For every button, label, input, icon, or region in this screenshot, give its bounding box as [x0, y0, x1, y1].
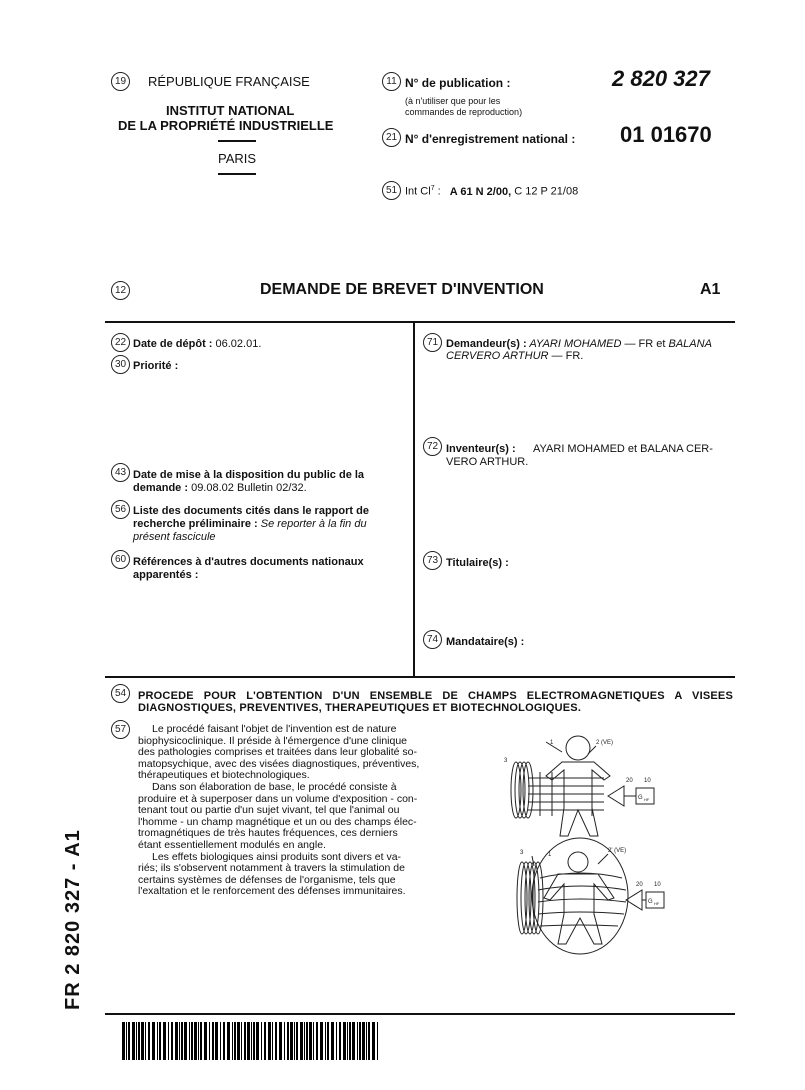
code-12: 12: [111, 281, 130, 300]
footer-rule: [105, 1013, 735, 1015]
applicant-name2a: BALANA: [668, 338, 712, 350]
column-divider: [413, 323, 415, 676]
pub-note-2: commandes de reproduction): [405, 107, 523, 117]
abstract-line: Le procédé faisant l'objet de l'invention est de nature: [152, 723, 397, 735]
invention-title-1: PROCEDE POUR L'OBTENTION D'UN ENSEMBLE DE CHAMPS ELECTROMAGNETIQUES A VISEES: [138, 690, 733, 702]
country-name: RÉPUBLIQUE FRANÇAISE: [148, 74, 310, 89]
drawing-figure: [500, 728, 740, 958]
barcode-bar: [359, 1022, 361, 1060]
barcode-bar: [349, 1022, 351, 1060]
fig1-body: [546, 762, 610, 836]
classification: [405, 185, 578, 198]
applicant-label: Demandeur(s) :: [446, 338, 527, 350]
barcode-bar: [138, 1022, 140, 1060]
fig2-coil: [517, 862, 543, 934]
barcode-bar: [296, 1022, 298, 1060]
code-43: 43: [111, 463, 130, 482]
code-30: 30: [111, 355, 130, 374]
institute-line1: INSTITUT NATIONAL: [166, 103, 295, 118]
code-57: 57: [111, 720, 130, 739]
fig1-head: [566, 736, 590, 760]
barcode-bar: [256, 1022, 259, 1060]
code-72: 72: [423, 437, 442, 456]
deposit-value: 06.02.01.: [212, 338, 262, 350]
cited-value-1: Se reporter à la fin du: [257, 518, 367, 530]
barcode-bar: [309, 1022, 312, 1060]
fig2-head: [568, 852, 588, 872]
cited-value-2: présent fascicule: [133, 531, 216, 543]
barcode-bar: [306, 1022, 308, 1060]
applicant-mid: — FR et: [621, 338, 669, 350]
barcode-bar: [325, 1022, 326, 1060]
code-22: 22: [111, 333, 130, 352]
barcode-bar: [168, 1022, 169, 1060]
deposit-date: [133, 338, 261, 350]
code-56: 56: [111, 500, 130, 519]
barcode-bar: [175, 1022, 178, 1060]
divider-top: [218, 140, 256, 142]
barcode-bar: [152, 1022, 155, 1060]
barcode-bar: [300, 1022, 303, 1060]
code-11: 11: [382, 72, 401, 91]
fig1-gen-hf: HF: [644, 797, 650, 802]
inventor-label: Inventeur(s) :: [446, 443, 516, 455]
agent-label: Mandataire(s) :: [446, 636, 525, 648]
barcode-bar: [357, 1022, 358, 1060]
code-74: 74: [423, 630, 442, 649]
barcode-bar: [128, 1022, 130, 1060]
applicant: [446, 338, 731, 362]
registration-number: 01 01670: [620, 122, 712, 147]
abstract-line: biophysicoclinique. Il préside à l'émergence d'une clinique: [138, 734, 408, 747]
inventor-value-1: AYARI MOHAMED et BALANA CER-: [533, 443, 713, 455]
abstract-text: [138, 723, 420, 898]
references-label-1: Références à d'autres documents nationaux: [133, 556, 364, 568]
abstract-line: matopsychique, avec des visées diagnostiques, préventives,: [138, 757, 420, 770]
barcode-bar: [331, 1022, 334, 1060]
barcode-bar: [272, 1022, 273, 1060]
barcode-bar: [194, 1022, 197, 1060]
fig1-antenna: [608, 786, 624, 806]
abstract-line: certains systèmes de défenses de l'organisme, tels que: [138, 873, 396, 886]
barcode-bar: [244, 1022, 246, 1060]
barcode-bar: [184, 1022, 187, 1060]
section-bottom-rule: [105, 676, 735, 678]
barcode-bar: [261, 1022, 262, 1060]
barcode-bar: [148, 1022, 150, 1060]
barcode-bar: [163, 1022, 166, 1060]
barcode-bar: [368, 1022, 370, 1060]
fig2-body: [544, 874, 614, 944]
invention-title-2: DIAGNOSTIQUES, PREVENTIVES, THERAPEUTIQUES ET BIOTECHNOLOGIQUES.: [138, 702, 582, 714]
references-label-2: apparentés :: [133, 569, 199, 581]
barcode-bar: [237, 1022, 240, 1060]
publication-label: N° de publication :: [405, 76, 511, 90]
barcode-bar: [132, 1022, 135, 1060]
institute-line2: DE LA PROPRIÉTÉ INDUSTRIELLE: [118, 118, 334, 133]
barcode-bar: [343, 1022, 346, 1060]
barcode-bar: [157, 1022, 158, 1060]
applicant-name2b: CERVERO ARTHUR: [446, 350, 549, 362]
fig2-label-2: 2' (VE): [608, 848, 627, 854]
fig1-label-3: 3: [504, 758, 508, 764]
barcode-bar: [126, 1022, 127, 1060]
registration-label: N° d'enregistrement national :: [405, 132, 576, 146]
abstract-line: l'exaltation et le renforcement des défenses immunitaires.: [138, 885, 406, 898]
fig2-field-lines: [538, 873, 626, 926]
section-top-rule: [105, 321, 735, 323]
abstract-line: produire et à superposer dans un volume d'exposition - con-: [138, 792, 418, 805]
divider-bottom: [218, 173, 256, 175]
barcode-bar: [275, 1022, 277, 1060]
class-main: A 61 N 2/00,: [449, 185, 512, 198]
barcode-bar: [294, 1022, 295, 1060]
inventor-value-2: VERO ARTHUR.: [446, 456, 529, 468]
barcode-bar: [253, 1022, 255, 1060]
code-51: 51: [382, 181, 401, 200]
availability-label-1: Date de mise à la disposition du public de la: [133, 469, 365, 481]
fig2-label-1: 1: [548, 852, 552, 858]
barcode-bar: [320, 1022, 323, 1060]
barcode-bar: [209, 1022, 210, 1060]
document-title: DEMANDE DE BREVET D'INVENTION: [260, 281, 544, 298]
barcode-bar: [304, 1022, 305, 1060]
abstract-line: tromagnétiques de très hautes fréquences, ces derniers: [138, 827, 398, 840]
abstract-line: étant essentiellement modulés en angle.: [138, 838, 326, 851]
barcode-bar: [327, 1022, 329, 1060]
priority-label: Priorité :: [133, 360, 179, 372]
barcode-bar: [200, 1022, 202, 1060]
barcode-bar: [234, 1022, 236, 1060]
side-publication-number: FR 2 820 327 - A1: [62, 829, 84, 1010]
barcode-bar: [339, 1022, 341, 1060]
barcode-bar: [212, 1022, 214, 1060]
publication-number: 2 820 327: [612, 66, 710, 91]
cited-line2: [133, 518, 367, 530]
barcode-bar: [336, 1022, 337, 1060]
abstract-line: thérapeutiques et biotechnologiques.: [138, 769, 310, 782]
barcode-bar: [264, 1022, 266, 1060]
class-colon: :: [434, 185, 441, 198]
class-rest: C 12 P 21/08: [511, 185, 579, 198]
cited-label-2: recherche préliminaire :: [133, 518, 258, 530]
barcode-bar: [279, 1022, 282, 1060]
fig1-label-2: 2 (VE): [596, 740, 614, 746]
abstract-line: Dans son élaboration de base, le procédé consiste à: [152, 780, 397, 793]
barcode-bar: [251, 1022, 252, 1060]
barcode-bar: [362, 1022, 365, 1060]
barcode-bar: [171, 1022, 173, 1060]
abstract-line: tenant tout ou partie d'un sujet vivant, tel que l'animal ou: [138, 804, 400, 817]
holder-label: Titulaire(s) :: [446, 557, 509, 569]
barcode-bar: [141, 1022, 144, 1060]
barcode-bar: [268, 1022, 271, 1060]
barcode-bar: [352, 1022, 355, 1060]
code-73: 73: [423, 551, 442, 570]
barcode-bar: [223, 1022, 225, 1060]
fig1-label-20: 20: [626, 778, 633, 784]
fig1-gen-g: G: [638, 795, 643, 801]
fig2-label-20: 20: [636, 882, 643, 888]
code-19: 19: [111, 72, 130, 91]
deposit-label: Date de dépôt :: [133, 338, 213, 350]
barcode-bar: [215, 1022, 218, 1060]
applicant-end: — FR.: [548, 350, 584, 362]
barcode-bar: [232, 1022, 233, 1060]
barcode-bar: [316, 1022, 318, 1060]
city: PARIS: [218, 151, 257, 166]
barcode-bar: [290, 1022, 293, 1060]
barcode-bar: [220, 1022, 221, 1060]
abstract-line: des pathologies comprises et traitées dans leur globalité so-: [138, 746, 417, 759]
applicant-name1: AYARI MOHAMED: [526, 338, 622, 350]
code-21: 21: [382, 128, 401, 147]
barcode-bar: [198, 1022, 199, 1060]
barcode-bar: [247, 1022, 250, 1060]
barcode-bar: [377, 1022, 378, 1060]
availability-line2: [133, 482, 307, 494]
code-60: 60: [111, 550, 130, 569]
fig1-label-10: 10: [644, 778, 651, 784]
fig2-field-ellipse: [532, 838, 628, 954]
fig2-label-10: 10: [654, 882, 661, 888]
pub-note-1: (à n'utiliser que pour les: [405, 96, 501, 106]
code-71: 71: [423, 333, 442, 352]
barcode-bar: [159, 1022, 161, 1060]
class-sup: 7: [430, 185, 435, 192]
barcode-bar: [181, 1022, 183, 1060]
availability-value: 09.08.02 Bulletin 02/32.: [188, 482, 307, 494]
barcode-bar: [366, 1022, 367, 1060]
barcode-bar: [136, 1022, 137, 1060]
abstract-line: Les effets biologiques ainsi produits sont divers et va-: [152, 850, 402, 863]
abstract-line: riés; ils s'observent notamment à travers la stimulation de: [138, 862, 405, 875]
fig2-label-3: 3: [520, 850, 524, 856]
barcode-bar: [241, 1022, 242, 1060]
barcode-bar: [179, 1022, 180, 1060]
barcode-bar: [145, 1022, 146, 1060]
document-kind: A1: [700, 281, 721, 298]
barcode-bar: [227, 1022, 230, 1060]
barcode-bar: [287, 1022, 289, 1060]
barcode-bar: [122, 1022, 125, 1060]
barcode-bar: [189, 1022, 190, 1060]
availability-label-2: demande :: [133, 482, 189, 494]
barcode-bar: [191, 1022, 193, 1060]
barcode: [122, 1022, 384, 1060]
code-54: 54: [111, 684, 130, 703]
abstract-line: l'homme - un champ magnétique et un ou des champs élec-: [138, 815, 417, 828]
fig1-label-1: 1: [550, 740, 554, 746]
fig2-gen-g: G: [648, 899, 653, 905]
barcode-bar: [347, 1022, 348, 1060]
barcode-bar: [313, 1022, 314, 1060]
cited-label-1: Liste des documents cités dans le rapport de: [133, 505, 369, 517]
barcode-bar: [284, 1022, 285, 1060]
barcode-bar: [204, 1022, 207, 1060]
fig2-gen-hf: HF: [654, 901, 660, 906]
class-label: Int Cl: [405, 185, 431, 198]
barcode-bar: [372, 1022, 375, 1060]
